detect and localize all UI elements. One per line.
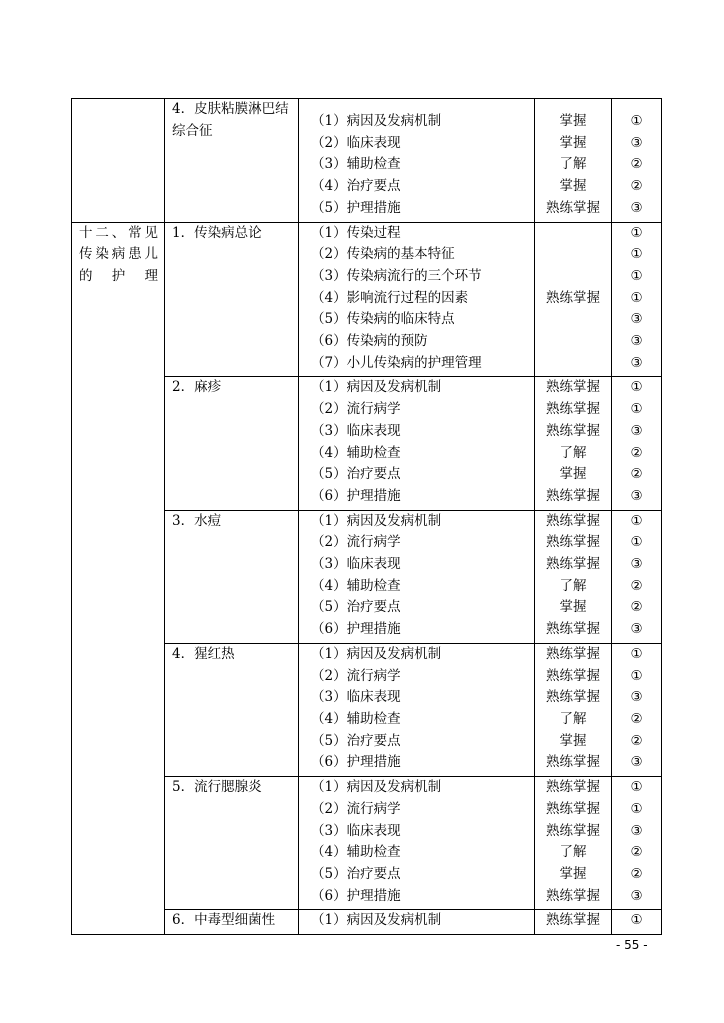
content-item: （5）治疗要点 [311, 599, 401, 616]
mark-cell [612, 510, 662, 643]
mark-label: ③ [630, 134, 643, 151]
content-item: （5）护理措施 [311, 199, 401, 216]
content-item: （4）辅助检查 [311, 710, 401, 727]
level-label: 熟练掌握 [546, 379, 600, 396]
topic-cell [165, 377, 299, 510]
level-label: 了解 [559, 710, 587, 727]
mark-label: ③ [630, 556, 643, 573]
content-item: （4）辅助检查 [311, 444, 401, 461]
content-cell [299, 510, 535, 643]
mark-label: ① [630, 224, 643, 241]
level-label: 熟练掌握 [546, 556, 600, 573]
content-item: （1）病因及发病机制 [311, 912, 442, 929]
level-label: 掌握 [559, 865, 587, 882]
content-item: （3）临床表现 [311, 822, 401, 839]
syllabus-table [71, 98, 662, 935]
topic-label: 6．中毒型细菌性 [172, 912, 276, 929]
mark-label: ③ [630, 333, 643, 350]
mark-label: ② [630, 466, 643, 483]
level-label: 熟练掌握 [546, 645, 600, 662]
content-item: （6）护理措施 [311, 621, 401, 638]
level-label: 了解 [559, 156, 587, 173]
content-item: （3）辅助检查 [311, 156, 401, 173]
mark-label: ① [630, 289, 643, 306]
content-item: （2）临床表现 [311, 134, 401, 151]
content-item: （4）影响流行过程的因素 [311, 289, 469, 306]
topic-label: 4．皮肤粘膜淋巴结综合征 [172, 101, 289, 139]
topic-label: 5．流行腮腺炎 [172, 779, 262, 796]
mark-label: ① [630, 113, 643, 129]
mark-label: ① [630, 267, 643, 284]
mark-label: ③ [630, 689, 643, 706]
topic-label: 4．猩红热 [172, 645, 235, 662]
mark-cell [612, 222, 662, 377]
mark-label: ① [630, 512, 643, 529]
level-label: 熟练掌握 [546, 689, 600, 706]
topic-label: 3．水痘 [172, 512, 222, 529]
level-label: 熟练掌握 [546, 199, 600, 216]
level-label: 熟练掌握 [546, 487, 600, 504]
content-item: （4）辅助检查 [311, 577, 401, 594]
level-label: 熟练掌握 [546, 912, 600, 929]
mark-cell [612, 777, 662, 910]
content-item: （3）临床表现 [311, 556, 401, 573]
category-cell [72, 99, 165, 223]
mark-label: ① [630, 912, 643, 929]
mark-label: ① [630, 534, 643, 551]
mark-label: ③ [630, 754, 643, 771]
content-item: （5）治疗要点 [311, 865, 401, 882]
level-label: 掌握 [559, 732, 587, 749]
level-label: 了解 [559, 577, 587, 594]
mark-label: ② [630, 710, 643, 727]
level-label: 掌握 [559, 466, 587, 483]
topic-cell [165, 222, 299, 377]
level-label: 掌握 [559, 599, 587, 616]
content-item: （6）护理措施 [311, 754, 401, 771]
topic-cell [165, 510, 299, 643]
mark-label: ③ [630, 199, 643, 216]
mark-label: ② [630, 844, 643, 861]
level-label: 掌握 [559, 134, 587, 151]
content-item: （1）病因及发病机制 [311, 512, 442, 529]
level-label: 了解 [559, 844, 587, 861]
mark-label: ① [630, 645, 643, 662]
level-label: 熟练掌握 [546, 822, 600, 839]
mark-cell [612, 99, 662, 223]
level-label: 熟练掌握 [546, 754, 600, 771]
content-item: （3）传染病流行的三个环节 [311, 267, 482, 284]
table-row [72, 99, 662, 223]
level-cell [535, 99, 612, 223]
level-label: 熟练掌握 [546, 289, 600, 306]
mark-label: ② [630, 156, 643, 173]
level-label: 熟练掌握 [546, 779, 600, 796]
mark-label: ③ [630, 822, 643, 839]
mark-label: ② [630, 444, 643, 461]
content-item: （1）病因及发病机制 [311, 113, 442, 129]
level-label: 掌握 [559, 113, 587, 129]
mark-label: ② [630, 732, 643, 749]
page-number: - 55 - [616, 938, 648, 952]
content-item: （2）传染病的基本特征 [311, 246, 455, 263]
topic-label: 1．传染病总论 [172, 224, 262, 241]
table-row [72, 222, 662, 377]
content-item: （4）治疗要点 [311, 178, 401, 195]
mark-label: ① [630, 667, 643, 684]
content-cell [299, 377, 535, 510]
content-cell [299, 222, 535, 377]
mark-cell [612, 643, 662, 776]
content-item: （5）传染病的临床特点 [311, 311, 455, 328]
content-item: （3）临床表现 [311, 422, 401, 439]
content-cell [299, 777, 535, 910]
content-cell [299, 99, 535, 223]
mark-label: ① [630, 800, 643, 817]
mark-cell [612, 377, 662, 510]
level-cell [535, 910, 612, 935]
content-item: （2）流行病学 [311, 800, 401, 817]
level-label: 熟练掌握 [546, 422, 600, 439]
mark-label: ③ [630, 311, 643, 328]
content-item: （6）传染病的预防 [311, 333, 428, 350]
mark-label: ① [630, 779, 643, 796]
content-item: （2）流行病学 [311, 401, 401, 418]
content-item: （1）传染过程 [311, 224, 401, 241]
category-label: 十二、常见传染病患儿的护理 [79, 224, 158, 284]
level-label: 掌握 [559, 178, 587, 195]
category-cell [72, 222, 165, 935]
mark-label: ① [630, 246, 643, 263]
content-item: （4）辅助检查 [311, 844, 401, 861]
level-label: 熟练掌握 [546, 667, 600, 684]
level-label: 了解 [559, 444, 587, 461]
topic-cell [165, 99, 299, 223]
content-item: （5）治疗要点 [311, 466, 401, 483]
content-item: （1）病因及发病机制 [311, 779, 442, 796]
content-item: （6）护理措施 [311, 887, 401, 904]
mark-cell [612, 910, 662, 935]
mark-label: ② [630, 178, 643, 195]
mark-label: ③ [630, 354, 643, 371]
content-cell [299, 643, 535, 776]
mark-label: ③ [630, 422, 643, 439]
level-label: 熟练掌握 [546, 887, 600, 904]
mark-label: ① [630, 401, 643, 418]
topic-label: 2．麻疹 [172, 379, 222, 396]
content-item: （2）流行病学 [311, 667, 401, 684]
level-cell [535, 377, 612, 510]
mark-label: ② [630, 865, 643, 882]
content-item: （2）流行病学 [311, 534, 401, 551]
content-item: （7）小儿传染病的护理管理 [311, 354, 482, 371]
level-cell [535, 510, 612, 643]
topic-cell [165, 910, 299, 935]
content-item: （5）治疗要点 [311, 732, 401, 749]
level-label: 熟练掌握 [546, 534, 600, 551]
level-cell [535, 643, 612, 776]
level-label: 熟练掌握 [546, 621, 600, 638]
mark-label: ② [630, 577, 643, 594]
level-cell [535, 222, 612, 377]
mark-label: ① [630, 379, 643, 396]
mark-label: ② [630, 599, 643, 616]
content-item: （1）病因及发病机制 [311, 645, 442, 662]
topic-cell [165, 643, 299, 776]
content-item: （6）护理措施 [311, 487, 401, 504]
level-label: 熟练掌握 [546, 401, 600, 418]
mark-label: ③ [630, 487, 643, 504]
mark-label: ③ [630, 887, 643, 904]
content-item: （3）临床表现 [311, 689, 401, 706]
level-label: 熟练掌握 [546, 512, 600, 529]
topic-cell [165, 777, 299, 910]
mark-label: ③ [630, 621, 643, 638]
level-cell [535, 777, 612, 910]
content-cell [299, 910, 535, 935]
level-label: 熟练掌握 [546, 800, 600, 817]
content-item: （1）病因及发病机制 [311, 379, 442, 396]
